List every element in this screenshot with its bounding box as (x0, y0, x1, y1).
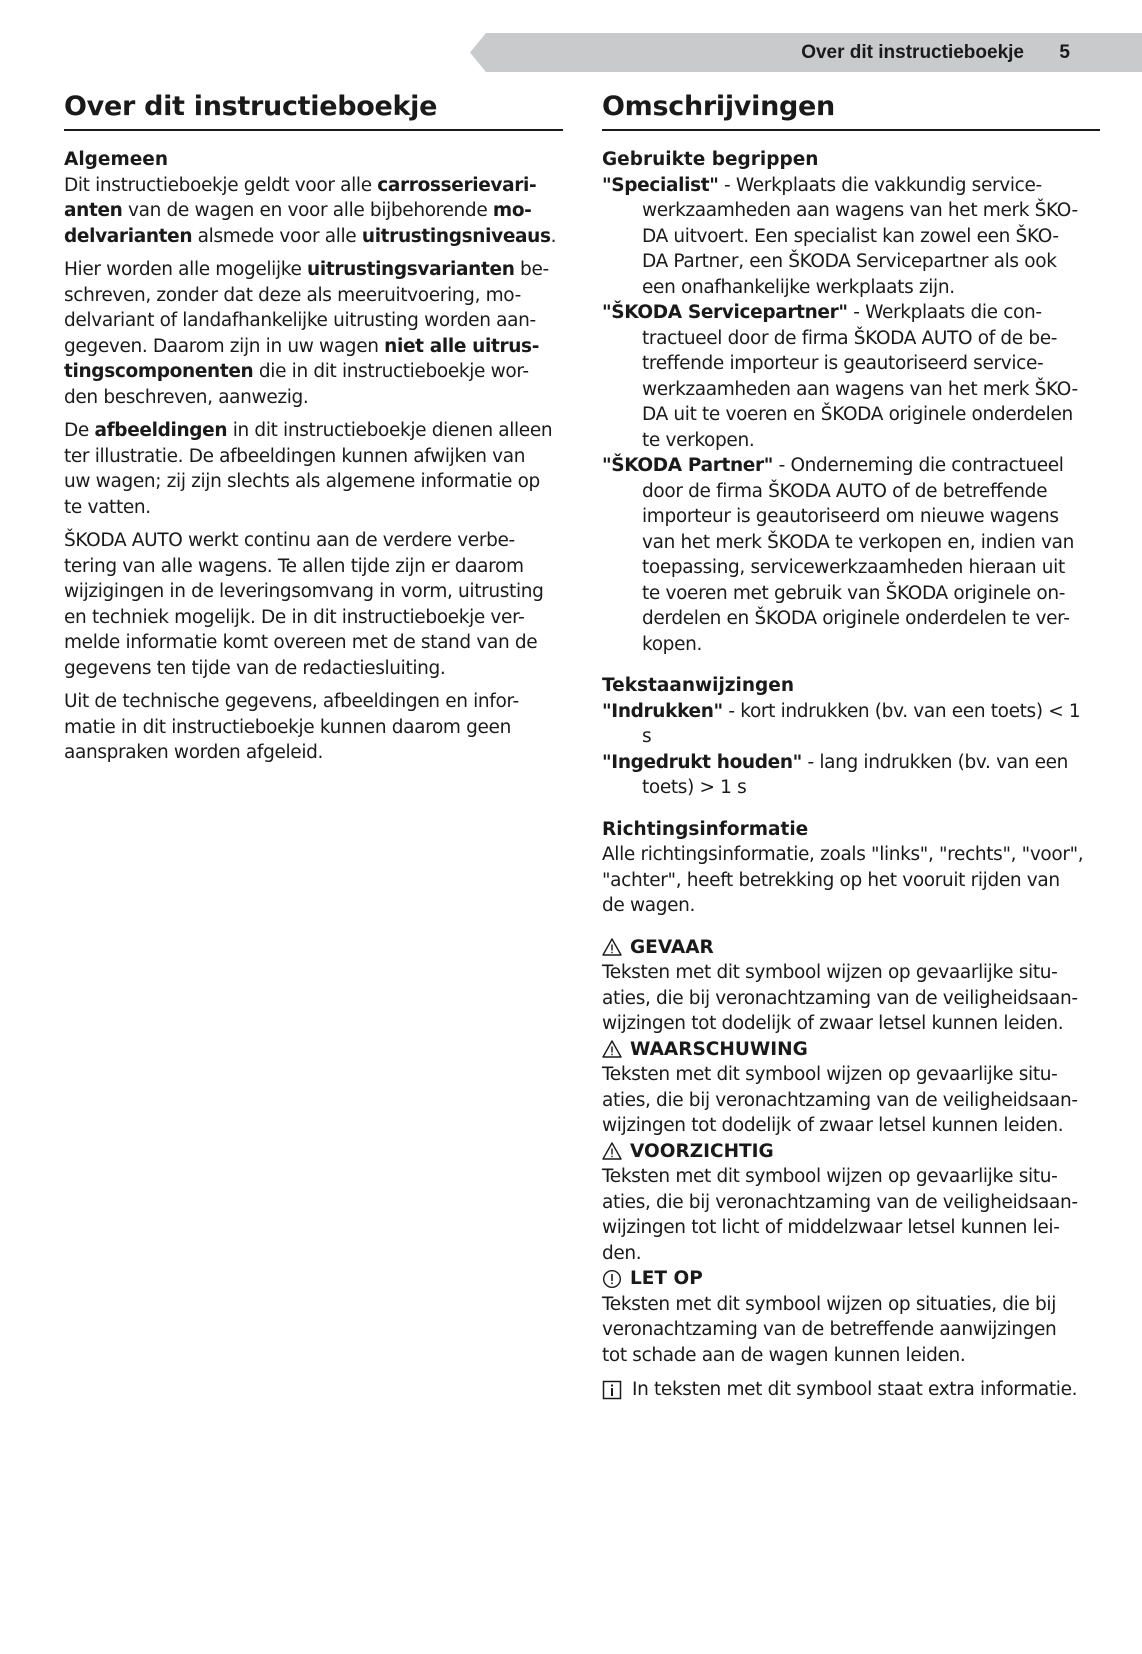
text-run: - Werkplaats die con- (847, 302, 1042, 323)
text-run: Alle richtingsinformatie, zoals "links", "rechts", "voor", (602, 844, 1084, 865)
notices-list (602, 935, 1100, 1369)
text-run: van het merk ŠKODA te verkopen en, indien van (642, 531, 1075, 553)
text-run: en techniek mogelijk. De in dit instructieboekje ver- (64, 606, 525, 628)
text-line (602, 606, 1100, 632)
bold-term: "Ingedrukt houden" (602, 751, 802, 773)
definition-entry (602, 173, 1100, 301)
bold-term: "ŠKODA Partner" (602, 455, 774, 476)
notice-label: VOORZICHTIG (630, 1140, 774, 1162)
text-line (602, 1113, 1100, 1139)
text-line (602, 960, 1100, 986)
page-title-right: Omschrijvingen (602, 88, 1100, 131)
text-line (602, 1317, 1100, 1343)
text-run: Teksten met dit symbool wijzen op gevaarlijke situ- (602, 1064, 1058, 1085)
text-line (602, 530, 1100, 556)
text-run: Teksten met dit symbool wijzen op gevaarlijke situ- (602, 962, 1058, 983)
info-note-text: In teksten met dit symbool staat extra informatie. (632, 1379, 1078, 1400)
text-run: aties, die bij veronachtzaming van de veiligheidsaan- (602, 1191, 1078, 1213)
text-line (602, 504, 1100, 530)
notice-gevaar (602, 935, 1100, 1037)
text-line (602, 275, 1100, 301)
bold-term: "Specialist" (602, 174, 719, 196)
text-run: - Onderneming die contractueel (773, 455, 1064, 476)
notice-voorzichtig (602, 1139, 1100, 1267)
text-line (602, 1190, 1100, 1216)
text-line (64, 418, 563, 444)
text-line (64, 689, 563, 715)
bold-term: anten (64, 200, 123, 221)
terms-list (602, 173, 1100, 658)
direction-paragraph (602, 842, 1100, 919)
text-run: delvariant of landafhankelijke uitrusting worden aan- (64, 310, 536, 331)
notice-label: LET OP (630, 1268, 703, 1289)
text-line (602, 428, 1100, 454)
text-run: ter illustratie. De afbeeldingen kunnen afwijken van (64, 445, 526, 467)
definition-entry (602, 300, 1100, 453)
text-run: van de wagen en voor alle bijbehorende (122, 200, 493, 221)
text-line (602, 351, 1100, 377)
text-run: kopen. (642, 633, 703, 655)
notice-title (602, 1037, 1100, 1063)
notice-label: WAARSCHUWING (630, 1038, 808, 1060)
text-line (602, 1011, 1100, 1037)
warning-triangle-icon (602, 1039, 622, 1059)
text-line (64, 385, 563, 411)
section-title-terms: Gebruikte begrippen (602, 149, 819, 170)
page-title-left: Over dit instructieboekje (64, 88, 563, 131)
text-run: de wagen. (602, 895, 696, 916)
text-run: Dit instructieboekje geldt voor alle (64, 174, 378, 196)
text-line (602, 249, 1100, 275)
text-run: aties, die bij veronachtzaming van de veiligheidsaan- (602, 1089, 1078, 1111)
paragraph (64, 418, 563, 520)
text-run: wijzingen tot licht of middelzwaar letsel kunnen lei- (602, 1217, 1060, 1238)
section-text-hints (602, 673, 1100, 801)
paragraph (64, 528, 563, 681)
bold-term: carrosserievari- (377, 174, 537, 196)
text-line (64, 554, 563, 580)
text-run: den beschreven, aanwezig. (64, 386, 309, 408)
paragraph (64, 257, 563, 410)
warning-triangle-icon (602, 937, 622, 957)
text-run: den. (602, 1242, 642, 1264)
text-run: . (550, 225, 557, 247)
text-run: Hier worden alle mogelijke (64, 259, 308, 280)
text-run: melde informatie komt overeen met de stand van de (64, 632, 538, 653)
text-line (64, 334, 563, 360)
info-box-icon (602, 1380, 622, 1400)
text-run: alsmede voor alle (192, 225, 362, 247)
text-line (64, 528, 563, 554)
text-run: toepassing, servicewerkzaamheden hieraan uit (642, 557, 1065, 578)
text-line (602, 1292, 1100, 1318)
text-line (64, 308, 563, 334)
text-run: werkzaamheden aan wagens van het merk ŠKO- (642, 200, 1078, 221)
notice-title (602, 1266, 1100, 1292)
text-line (64, 359, 563, 385)
text-run: te vatten. (64, 496, 151, 518)
paragraph (64, 689, 563, 766)
text-line (602, 402, 1100, 428)
text-run: ŠKODA AUTO werkt continu aan de verdere verbe- (64, 530, 515, 551)
text-line (602, 699, 1100, 725)
section-title-direction: Richtingsinformatie (602, 818, 809, 840)
text-line (64, 605, 563, 631)
text-run: matie in dit instructieboekje kunnen daarom geen (64, 716, 511, 738)
text-run: Teksten met dit symbool wijzen op gevaarlijke situ- (602, 1166, 1058, 1187)
bold-term: uitrustingsvarianten (307, 259, 515, 280)
text-line (602, 724, 1100, 750)
text-line (602, 1088, 1100, 1114)
page-number: 5 (1059, 42, 1070, 63)
text-run: uw wagen; zij zijn slechts als algemene informatie op (64, 471, 540, 492)
text-run: te verkopen. (642, 429, 755, 451)
warning-triangle-icon (602, 1141, 622, 1161)
text-line (602, 842, 1100, 868)
info-note (602, 1377, 1100, 1403)
text-run: in dit instructieboekje dienen alleen (227, 420, 553, 441)
notice-label: GEVAAR (630, 936, 714, 958)
bold-term: niet alle uitrus- (384, 335, 540, 357)
text-line (64, 579, 563, 605)
text-run: werkzaamheden aan wagens van het merk ŠKO- (642, 378, 1078, 400)
text-run: wijzingen tot dodelijk of zwaar letsel kunnen leiden. (602, 1013, 1064, 1034)
left-column (64, 88, 563, 774)
text-line (602, 1215, 1100, 1241)
text-run: tot schade aan de wagen kunnen leiden. (602, 1344, 966, 1366)
text-run: te voeren met gebruik van ŠKODA originele on- (642, 582, 1066, 604)
text-run: tering van alle wagens. Te allen tijde zijn er daarom (64, 555, 524, 577)
text-line (602, 377, 1100, 403)
text-line (602, 198, 1100, 224)
text-line (602, 479, 1100, 505)
text-line (64, 173, 563, 199)
text-line (64, 656, 563, 682)
text-line (602, 775, 1100, 801)
text-run: schreven, zonder dat deze als meeruitvoering, mo- (64, 284, 521, 306)
text-run: wijzingen tot dodelijk of zwaar letsel kunnen leiden. (602, 1115, 1064, 1136)
text-hints-list (602, 699, 1100, 801)
text-run: be- (514, 259, 549, 280)
text-line (602, 326, 1100, 352)
bold-term: uitrustingsniveaus (361, 225, 551, 247)
text-line (602, 1062, 1100, 1088)
text-run: aanspraken worden afgeleid. (64, 742, 324, 763)
text-line (64, 630, 563, 656)
text-run: toets) > 1 s (642, 777, 747, 798)
text-run: gegeven. Daarom zijn in uw wagen (64, 335, 385, 357)
section-terms (602, 147, 1100, 657)
section-title-general: Algemeen (64, 149, 168, 170)
general-paragraphs (64, 173, 563, 766)
text-line (64, 198, 563, 224)
text-run: door de firma ŠKODA AUTO of de betreffende (642, 480, 1048, 502)
text-run: een onafhankelijke werkplaats zijn. (642, 276, 955, 298)
text-line (602, 750, 1100, 776)
text-line (602, 1164, 1100, 1190)
bold-term: afbeeldingen (94, 420, 228, 441)
text-line (64, 257, 563, 283)
bold-term: tingscomponenten (64, 361, 254, 382)
definition-entry (602, 453, 1100, 657)
text-run: Teksten met dit symbool wijzen op situaties, die bij (602, 1293, 1056, 1315)
text-line (64, 224, 563, 250)
text-run: DA Partner, een ŠKODA Servicepartner als ook (642, 251, 1057, 272)
text-run: importeur is geautoriseerd om nieuwe wagens (642, 506, 1059, 527)
text-line (602, 1241, 1100, 1267)
definition-entry (602, 750, 1100, 801)
text-run: aties, die bij veronachtzaming van de veiligheidsaan- (602, 987, 1078, 1009)
text-line (602, 986, 1100, 1012)
text-line (602, 224, 1100, 250)
text-run: Uit de technische gegevens, afbeeldingen en infor- (64, 691, 519, 712)
text-run: De (64, 420, 95, 441)
text-run: DA uit te voeren en ŠKODA originele onderdelen (642, 404, 1073, 425)
bold-term: delvarianten (64, 225, 193, 247)
running-header-title: Over dit instructieboekje (801, 42, 1024, 63)
text-run: - lang indrukken (bv. van een (801, 751, 1069, 773)
text-line (602, 581, 1100, 607)
bold-term: "Indrukken" (602, 700, 723, 722)
text-run: die in dit instructieboekje wor- (253, 361, 529, 382)
text-run: s (642, 726, 652, 747)
text-line (64, 283, 563, 309)
right-column (602, 88, 1100, 1403)
section-direction (602, 817, 1100, 919)
text-line (602, 300, 1100, 326)
text-line (64, 495, 563, 521)
text-run: gegevens ten tijde van de redactiesluiting. (64, 657, 446, 679)
text-run: "achter", heeft betrekking op het vooruit rijden van (602, 869, 1060, 891)
text-run: treffende importeur is geautoriseerd service- (642, 353, 1044, 374)
notice-title (602, 935, 1100, 961)
text-run: - kort indrukken (bv. van een toets) < 1 (722, 700, 1081, 722)
text-line (602, 868, 1100, 894)
text-line (602, 173, 1100, 199)
paragraph (64, 173, 563, 250)
text-line (602, 632, 1100, 658)
text-line (64, 469, 563, 495)
text-run: DA uitvoert. Een specialist kan zowel een ŠKO- (642, 225, 1059, 247)
text-line (64, 740, 563, 766)
text-run: - Werkplaats die vakkundig service- (718, 174, 1042, 196)
text-line (64, 444, 563, 470)
text-line (602, 1343, 1100, 1369)
text-run: tractueel door de firma ŠKODA AUTO of de be- (642, 327, 1058, 349)
text-run: derdelen en ŠKODA originele onderdelen te ver- (642, 608, 1070, 629)
notice-title (602, 1139, 1100, 1165)
text-run: veronachtzaming van de betreffende aanwijzingen (602, 1319, 1057, 1340)
section-general (64, 147, 563, 766)
text-line (602, 453, 1100, 479)
exclamation-circle-icon (602, 1269, 622, 1289)
notice-waarschuwing (602, 1037, 1100, 1139)
definition-entry (602, 699, 1100, 750)
section-title-text-hints: Tekstaanwijzingen (602, 675, 795, 696)
notice-let-op (602, 1266, 1100, 1368)
text-run: wijzigingen in de leveringsomvang in vorm, uitrusting (64, 581, 544, 602)
text-line (64, 715, 563, 741)
text-line (602, 893, 1100, 919)
bold-term: mo- (492, 200, 532, 221)
text-line (602, 555, 1100, 581)
bold-term: "ŠKODA Servicepartner" (602, 302, 848, 323)
